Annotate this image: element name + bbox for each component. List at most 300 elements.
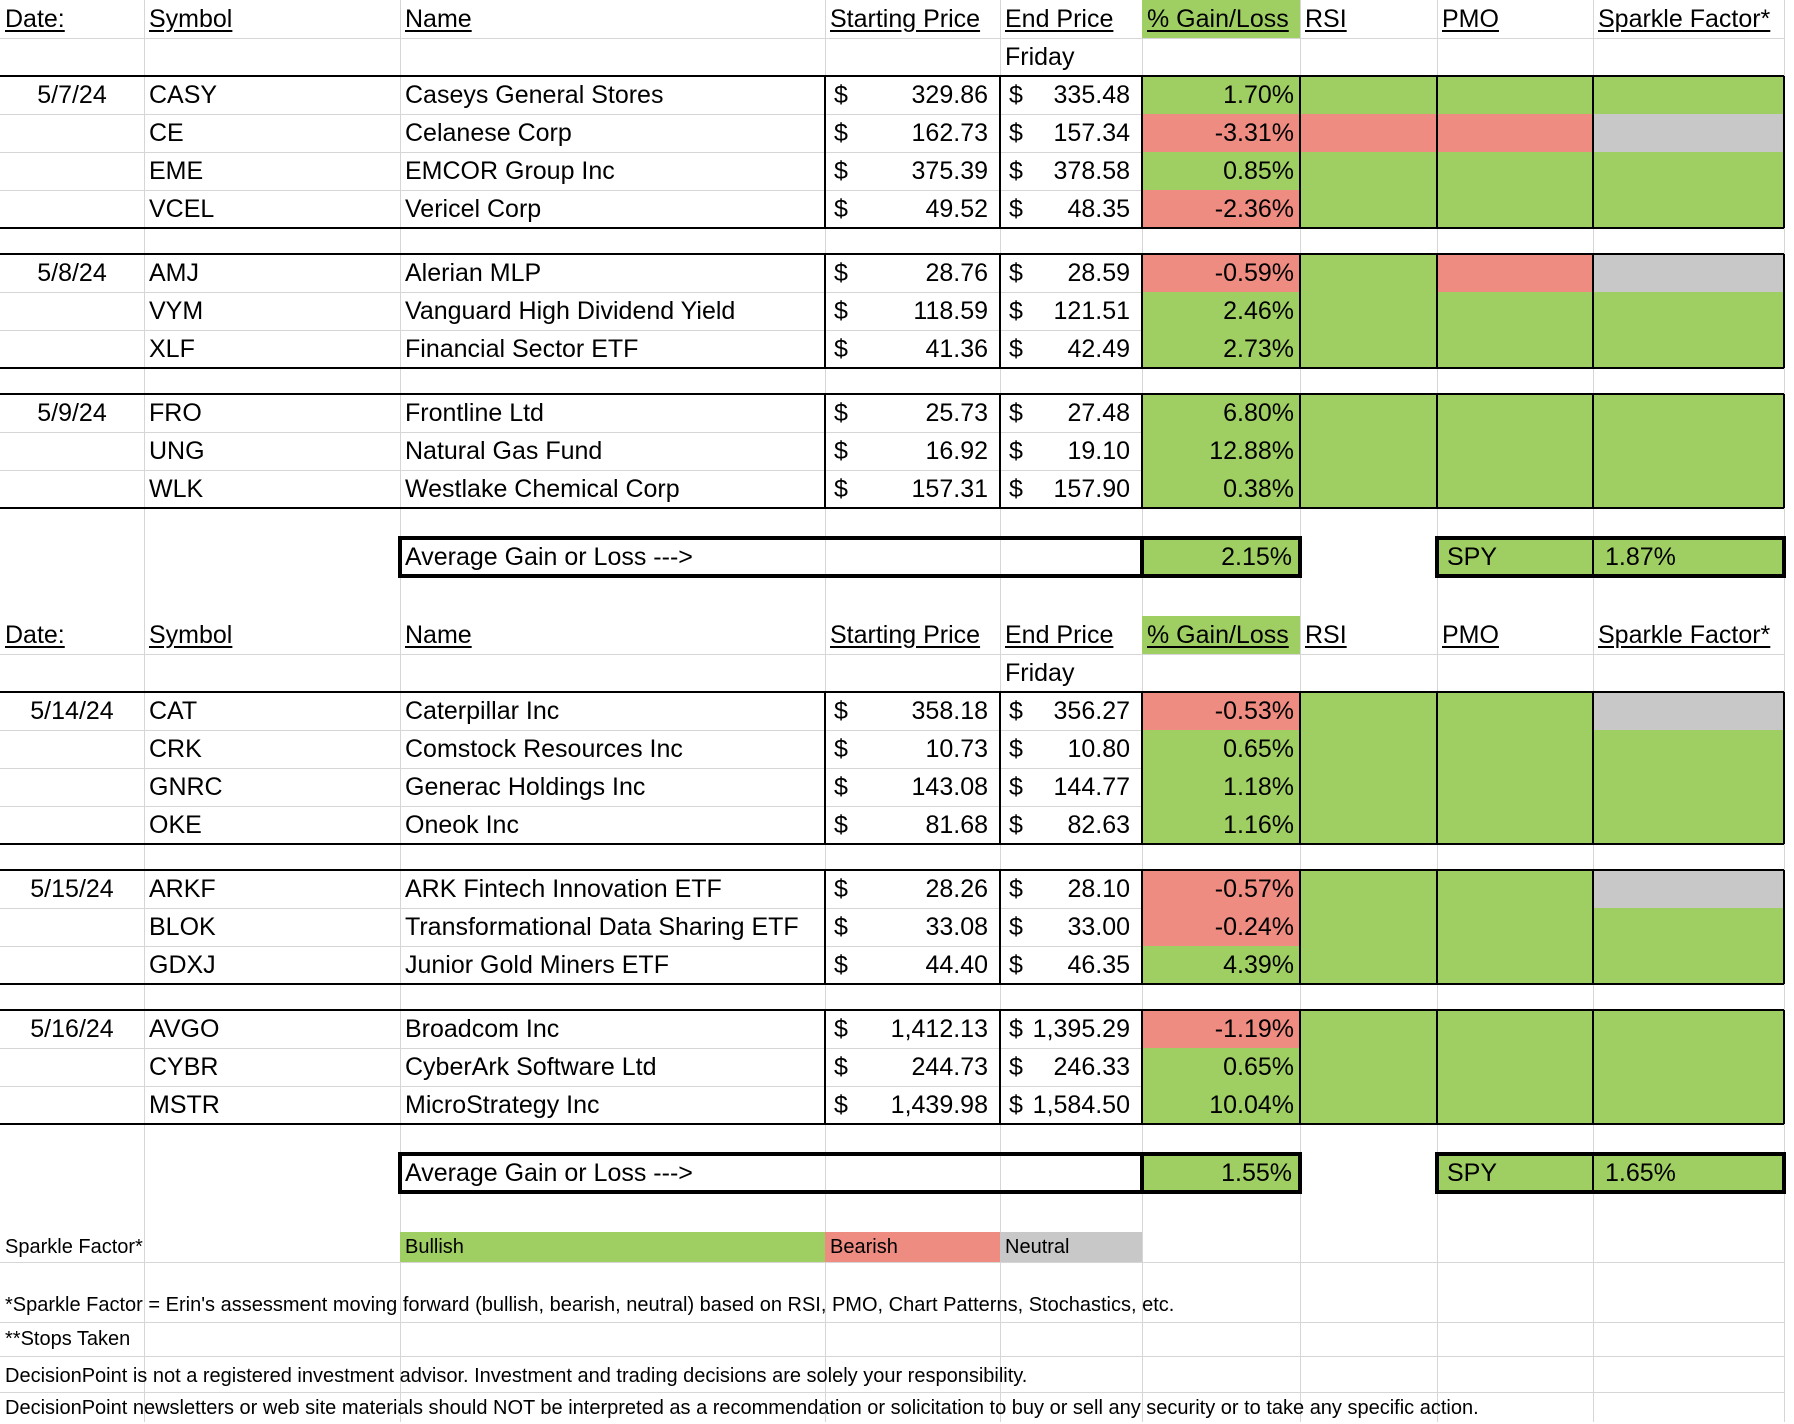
- sparkle-fill: [1593, 806, 1784, 844]
- pmo-fill: [1437, 730, 1593, 768]
- pmo-fill: [1437, 1048, 1593, 1086]
- table-border: [999, 1010, 1001, 1124]
- currency-symbol[interactable]: $: [1009, 912, 1023, 941]
- currency-symbol[interactable]: $: [1009, 874, 1023, 903]
- row-symbol[interactable]: EME: [149, 156, 204, 185]
- header-end-price-sub[interactable]: Friday: [1005, 658, 1075, 687]
- row-date[interactable]: 5/14/24: [30, 696, 114, 725]
- row-symbol[interactable]: UNG: [149, 436, 205, 465]
- sparkle-fill: [1593, 908, 1784, 946]
- row-starting-price[interactable]: 358.18: [911, 696, 988, 725]
- row-name[interactable]: Natural Gas Fund: [405, 436, 603, 465]
- table-border: [1436, 254, 1438, 368]
- row-name[interactable]: Comstock Resources Inc: [405, 734, 683, 763]
- row-starting-price[interactable]: 28.26: [925, 874, 988, 903]
- rsi-fill: [1300, 870, 1437, 908]
- row-end-price[interactable]: 246.33: [1053, 1052, 1130, 1081]
- currency-symbol[interactable]: $: [1009, 258, 1023, 287]
- row-symbol[interactable]: CASY: [149, 80, 218, 109]
- rsi-fill: [1300, 730, 1437, 768]
- pmo-fill: [1437, 692, 1593, 730]
- spy-value[interactable]: 1.65%: [1605, 1158, 1676, 1187]
- row-end-price[interactable]: 27.48: [1067, 398, 1130, 427]
- table-border: [1592, 394, 1594, 508]
- table-border: [0, 227, 1784, 229]
- legend-bullish[interactable]: Bullish: [405, 1236, 464, 1258]
- row-end-price[interactable]: 19.10: [1067, 436, 1130, 465]
- header-end-price[interactable]: End Price: [1005, 4, 1114, 33]
- spy-box: [1435, 1152, 1786, 1194]
- row-end-price[interactable]: 48.35: [1067, 194, 1130, 223]
- table-border: [0, 507, 1784, 509]
- table-border: [1592, 870, 1594, 984]
- currency-symbol[interactable]: $: [834, 80, 848, 109]
- currency-symbol[interactable]: $: [834, 334, 848, 363]
- sparkle-fill: [1593, 470, 1784, 508]
- rsi-fill: [1300, 1086, 1437, 1124]
- currency-symbol[interactable]: $: [1009, 118, 1023, 147]
- row-name[interactable]: Transformational Data Sharing ETF: [405, 912, 799, 941]
- row-name[interactable]: Celanese Corp: [405, 118, 572, 147]
- header-gain-loss[interactable]: % Gain/Loss: [1147, 4, 1289, 33]
- row-starting-price[interactable]: 81.68: [925, 810, 988, 839]
- row-starting-price[interactable]: 10.73: [925, 734, 988, 763]
- table-border: [1299, 692, 1301, 844]
- row-symbol[interactable]: BLOK: [149, 912, 216, 941]
- average-label[interactable]: Average Gain or Loss --->: [405, 1158, 693, 1187]
- header-starting-price[interactable]: Starting Price: [830, 4, 981, 33]
- spy-label[interactable]: SPY: [1447, 542, 1498, 571]
- disclaimer-2[interactable]: DecisionPoint newsletters or web site materials should NOT be interpreted as a recommendation or solicitation to buy or sell any security or to take any specific action.: [5, 1397, 1479, 1419]
- table-border: [1783, 870, 1785, 984]
- legend-neutral[interactable]: Neutral: [1005, 1236, 1070, 1258]
- average-box: [398, 1152, 1144, 1194]
- grid-line: [0, 1356, 1784, 1357]
- table-border: [1783, 76, 1785, 228]
- table-border: [0, 1009, 1784, 1011]
- row-name[interactable]: Financial Sector ETF: [405, 334, 639, 363]
- table-border: [824, 254, 826, 368]
- spy-box: [1435, 536, 1786, 578]
- currency-symbol[interactable]: $: [834, 398, 848, 427]
- row-symbol[interactable]: ARKF: [149, 874, 216, 903]
- pmo-fill: [1437, 76, 1593, 114]
- row-symbol[interactable]: CE: [149, 118, 184, 147]
- table-border: [0, 253, 1784, 255]
- row-end-price[interactable]: 157.90: [1053, 474, 1130, 503]
- row-name[interactable]: Frontline Ltd: [405, 398, 544, 427]
- grid-line: [0, 38, 1784, 39]
- sparkle-fill: [1593, 692, 1784, 730]
- header-end-price[interactable]: End Price: [1005, 620, 1114, 649]
- header-sparkle-factor[interactable]: Sparkle Factor*: [1598, 620, 1771, 649]
- row-symbol[interactable]: GNRC: [149, 772, 223, 801]
- legend-bearish[interactable]: Bearish: [830, 1236, 898, 1258]
- row-name[interactable]: Vanguard High Dividend Yield: [405, 296, 736, 325]
- row-gain-loss[interactable]: 0.65%: [1223, 734, 1294, 763]
- row-date[interactable]: 5/7/24: [37, 80, 107, 109]
- table-border: [1592, 536, 1594, 578]
- row-gain-loss[interactable]: 12.88%: [1209, 436, 1294, 465]
- table-border: [1299, 76, 1301, 228]
- row-starting-price[interactable]: 44.40: [925, 950, 988, 979]
- average-value-box: [1140, 1152, 1302, 1194]
- table-border: [0, 1123, 1784, 1125]
- row-starting-price[interactable]: 41.36: [925, 334, 988, 363]
- row-end-price[interactable]: 28.59: [1067, 258, 1130, 287]
- row-gain-loss[interactable]: 10.04%: [1209, 1090, 1294, 1119]
- row-end-price[interactable]: 46.35: [1067, 950, 1130, 979]
- pmo-fill: [1437, 946, 1593, 984]
- currency-symbol[interactable]: $: [1009, 474, 1023, 503]
- table-border: [824, 1010, 826, 1124]
- row-end-price[interactable]: 157.34: [1053, 118, 1130, 147]
- currency-symbol[interactable]: $: [834, 296, 848, 325]
- table-border: [1299, 1010, 1301, 1124]
- spy-label[interactable]: SPY: [1447, 1158, 1498, 1187]
- row-gain-loss[interactable]: 1.70%: [1223, 80, 1294, 109]
- average-box: [398, 536, 1144, 578]
- row-name[interactable]: Oneok Inc: [405, 810, 519, 839]
- sparkle-fill: [1593, 1010, 1784, 1048]
- row-end-price[interactable]: 42.49: [1067, 334, 1130, 363]
- table-border: [1141, 76, 1143, 228]
- header-symbol[interactable]: Symbol: [149, 620, 233, 649]
- currency-symbol[interactable]: $: [834, 1052, 848, 1081]
- currency-symbol[interactable]: $: [1009, 436, 1023, 465]
- row-gain-loss[interactable]: 1.16%: [1223, 810, 1294, 839]
- header-rsi[interactable]: RSI: [1305, 620, 1347, 649]
- sparkle-fill: [1593, 76, 1784, 114]
- row-gain-loss[interactable]: 0.85%: [1223, 156, 1294, 185]
- row-end-price[interactable]: 121.51: [1053, 296, 1130, 325]
- row-name[interactable]: CyberArk Software Ltd: [405, 1052, 657, 1081]
- currency-symbol[interactable]: $: [834, 696, 848, 725]
- table-border: [999, 394, 1001, 508]
- currency-symbol[interactable]: $: [1009, 772, 1023, 801]
- row-name[interactable]: ARK Fintech Innovation ETF: [405, 874, 722, 903]
- row-date[interactable]: 5/15/24: [30, 874, 114, 903]
- rsi-fill: [1300, 908, 1437, 946]
- currency-symbol[interactable]: $: [834, 258, 848, 287]
- row-name[interactable]: EMCOR Group Inc: [405, 156, 615, 185]
- pmo-fill: [1437, 470, 1593, 508]
- row-gain-loss[interactable]: -2.36%: [1214, 194, 1294, 223]
- header-name[interactable]: Name: [405, 4, 472, 33]
- row-symbol[interactable]: XLF: [149, 334, 195, 363]
- row-symbol[interactable]: OKE: [149, 810, 202, 839]
- rsi-fill: [1300, 768, 1437, 806]
- row-starting-price[interactable]: 157.31: [911, 474, 988, 503]
- sparkle-fill: [1593, 768, 1784, 806]
- row-starting-price[interactable]: 33.08: [925, 912, 988, 941]
- rsi-fill: [1300, 806, 1437, 844]
- table-border: [1141, 1010, 1143, 1124]
- rsi-fill: [1300, 1010, 1437, 1048]
- row-gain-loss[interactable]: 6.80%: [1223, 398, 1294, 427]
- row-symbol[interactable]: MSTR: [149, 1090, 220, 1119]
- spy-value[interactable]: 1.87%: [1605, 542, 1676, 571]
- table-border: [1141, 870, 1143, 984]
- row-date[interactable]: 5/9/24: [37, 398, 107, 427]
- rsi-fill: [1300, 152, 1437, 190]
- row-gain-loss[interactable]: -1.19%: [1214, 1014, 1294, 1043]
- table-border: [1592, 254, 1594, 368]
- currency-symbol[interactable]: $: [1009, 296, 1023, 325]
- currency-symbol[interactable]: $: [1009, 810, 1023, 839]
- row-name[interactable]: Vericel Corp: [405, 194, 542, 223]
- row-end-price[interactable]: 33.00: [1067, 912, 1130, 941]
- row-symbol[interactable]: AVGO: [149, 1014, 220, 1043]
- table-border: [1783, 1010, 1785, 1124]
- table-border: [0, 393, 1784, 395]
- sparkle-fill: [1593, 1086, 1784, 1124]
- header-date[interactable]: Date:: [5, 620, 65, 649]
- currency-symbol[interactable]: $: [1009, 1014, 1023, 1043]
- pmo-fill: [1437, 1086, 1593, 1124]
- row-symbol[interactable]: GDXJ: [149, 950, 216, 979]
- header-rsi[interactable]: RSI: [1305, 4, 1347, 33]
- currency-symbol[interactable]: $: [1009, 334, 1023, 363]
- disclaimer-1[interactable]: DecisionPoint is not a registered investment advisor. Investment and trading decisions are solely your responsibility.: [5, 1365, 1028, 1387]
- header-pmo[interactable]: PMO: [1442, 620, 1499, 649]
- average-value[interactable]: 1.55%: [1221, 1158, 1292, 1187]
- currency-symbol[interactable]: $: [834, 436, 848, 465]
- grid-line: [0, 1262, 1784, 1263]
- currency-symbol[interactable]: $: [834, 950, 848, 979]
- sparkle-fill: [1593, 946, 1784, 984]
- sparkle-fill: [1593, 1048, 1784, 1086]
- sparkle-fill: [1593, 292, 1784, 330]
- currency-symbol[interactable]: $: [834, 1014, 848, 1043]
- pmo-fill: [1437, 152, 1593, 190]
- legend-title[interactable]: Sparkle Factor*: [5, 1236, 143, 1258]
- table-border: [1592, 692, 1594, 844]
- table-border: [1783, 254, 1785, 368]
- currency-symbol[interactable]: $: [834, 156, 848, 185]
- row-name[interactable]: Caseys General Stores: [405, 80, 664, 109]
- currency-symbol[interactable]: $: [1009, 696, 1023, 725]
- currency-symbol[interactable]: $: [834, 194, 848, 223]
- row-symbol[interactable]: VCEL: [149, 194, 215, 223]
- row-gain-loss[interactable]: -0.24%: [1214, 912, 1294, 941]
- row-starting-price[interactable]: 1,412.13: [890, 1014, 988, 1043]
- row-gain-loss[interactable]: -3.31%: [1214, 118, 1294, 147]
- row-name[interactable]: Generac Holdings Inc: [405, 772, 646, 801]
- table-border: [1299, 394, 1301, 508]
- row-end-price[interactable]: 10.80: [1067, 734, 1130, 763]
- currency-symbol[interactable]: $: [1009, 734, 1023, 763]
- currency-symbol[interactable]: $: [834, 1090, 848, 1119]
- currency-symbol[interactable]: $: [1009, 1052, 1023, 1081]
- row-gain-loss[interactable]: 0.65%: [1223, 1052, 1294, 1081]
- table-border: [1783, 692, 1785, 844]
- row-starting-price[interactable]: 118.59: [913, 296, 988, 325]
- row-gain-loss[interactable]: -0.57%: [1214, 874, 1294, 903]
- footnote-sparkle[interactable]: *Sparkle Factor = Erin's assessment moving forward (bullish, bearish, neutral) based on RSI, PMO, Chart Patterns, Stochastics, etc.: [5, 1294, 1175, 1316]
- table-border: [1299, 254, 1301, 368]
- pmo-fill: [1437, 190, 1593, 228]
- row-starting-price[interactable]: 25.73: [925, 398, 988, 427]
- sparkle-fill: [1593, 394, 1784, 432]
- currency-symbol[interactable]: $: [834, 912, 848, 941]
- sparkle-fill: [1593, 330, 1784, 368]
- rsi-fill: [1300, 470, 1437, 508]
- currency-symbol[interactable]: $: [1009, 950, 1023, 979]
- row-symbol[interactable]: FRO: [149, 398, 202, 427]
- pmo-fill: [1437, 768, 1593, 806]
- pmo-fill: [1437, 292, 1593, 330]
- table-border: [0, 75, 1784, 77]
- rsi-fill: [1300, 114, 1437, 152]
- table-border: [999, 870, 1001, 984]
- table-border: [1141, 394, 1143, 508]
- average-value[interactable]: 2.15%: [1221, 542, 1292, 571]
- pmo-fill: [1437, 432, 1593, 470]
- row-gain-loss[interactable]: 4.39%: [1223, 950, 1294, 979]
- currency-symbol[interactable]: $: [1009, 398, 1023, 427]
- table-border: [1592, 76, 1594, 228]
- currency-symbol[interactable]: $: [834, 118, 848, 147]
- currency-symbol[interactable]: $: [834, 474, 848, 503]
- grid-line: [0, 654, 1784, 655]
- currency-symbol[interactable]: $: [834, 874, 848, 903]
- row-gain-loss[interactable]: 1.18%: [1223, 772, 1294, 801]
- header-pmo[interactable]: PMO: [1442, 4, 1499, 33]
- rsi-fill: [1300, 76, 1437, 114]
- table-border: [1436, 692, 1438, 844]
- header-starting-price[interactable]: Starting Price: [830, 620, 981, 649]
- table-border: [0, 983, 1784, 985]
- row-name[interactable]: MicroStrategy Inc: [405, 1090, 600, 1119]
- row-end-price[interactable]: 335.48: [1053, 80, 1130, 109]
- table-border: [824, 394, 826, 508]
- currency-symbol[interactable]: $: [1009, 1090, 1023, 1119]
- row-starting-price[interactable]: 28.76: [925, 258, 988, 287]
- row-gain-loss[interactable]: 0.38%: [1223, 474, 1294, 503]
- row-name[interactable]: Alerian MLP: [405, 258, 542, 287]
- row-starting-price[interactable]: 49.52: [925, 194, 988, 223]
- table-border: [1436, 870, 1438, 984]
- footnote-stops[interactable]: **Stops Taken: [5, 1328, 131, 1350]
- row-starting-price[interactable]: 1,439.98: [890, 1090, 988, 1119]
- table-border: [1436, 394, 1438, 508]
- table-border: [824, 76, 826, 228]
- row-end-price[interactable]: 378.58: [1053, 156, 1130, 185]
- rsi-fill: [1300, 190, 1437, 228]
- pmo-fill: [1437, 394, 1593, 432]
- row-starting-price[interactable]: 244.73: [911, 1052, 988, 1081]
- rsi-fill: [1300, 330, 1437, 368]
- table-border: [0, 843, 1784, 845]
- average-label[interactable]: Average Gain or Loss --->: [405, 542, 693, 571]
- row-starting-price[interactable]: 162.73: [911, 118, 988, 147]
- row-end-price[interactable]: 1,395.29: [1032, 1014, 1130, 1043]
- currency-symbol[interactable]: $: [834, 772, 848, 801]
- row-date[interactable]: 5/16/24: [30, 1014, 114, 1043]
- table-border: [824, 692, 826, 844]
- pmo-fill: [1437, 908, 1593, 946]
- sparkle-fill: [1593, 152, 1784, 190]
- table-border: [999, 254, 1001, 368]
- row-end-price[interactable]: 144.77: [1053, 772, 1130, 801]
- row-end-price[interactable]: 28.10: [1067, 874, 1130, 903]
- row-end-price[interactable]: 356.27: [1053, 696, 1130, 725]
- currency-symbol[interactable]: $: [1009, 194, 1023, 223]
- rsi-fill: [1300, 394, 1437, 432]
- row-starting-price[interactable]: 375.39: [911, 156, 988, 185]
- currency-symbol[interactable]: $: [1009, 80, 1023, 109]
- pmo-fill: [1437, 254, 1593, 292]
- row-gain-loss[interactable]: -0.59%: [1214, 258, 1294, 287]
- rsi-fill: [1300, 292, 1437, 330]
- header-date[interactable]: Date:: [5, 4, 65, 33]
- currency-symbol[interactable]: $: [834, 734, 848, 763]
- header-symbol[interactable]: Symbol: [149, 4, 233, 33]
- header-sparkle-factor[interactable]: Sparkle Factor*: [1598, 4, 1771, 33]
- row-starting-price[interactable]: 16.92: [925, 436, 988, 465]
- table-border: [1436, 76, 1438, 228]
- sparkle-fill: [1593, 190, 1784, 228]
- row-name[interactable]: Junior Gold Miners ETF: [405, 950, 669, 979]
- row-symbol[interactable]: CAT: [149, 696, 198, 725]
- row-symbol[interactable]: AMJ: [149, 258, 199, 287]
- currency-symbol[interactable]: $: [1009, 156, 1023, 185]
- row-end-price[interactable]: 82.63: [1067, 810, 1130, 839]
- row-name[interactable]: Caterpillar Inc: [405, 696, 560, 725]
- row-starting-price[interactable]: 143.08: [911, 772, 988, 801]
- sparkle-fill: [1593, 254, 1784, 292]
- sparkle-fill: [1593, 870, 1784, 908]
- row-date[interactable]: 5/8/24: [37, 258, 107, 287]
- currency-symbol[interactable]: $: [834, 810, 848, 839]
- rsi-fill: [1300, 946, 1437, 984]
- average-value-box: [1140, 536, 1302, 578]
- row-name[interactable]: Broadcom Inc: [405, 1014, 560, 1043]
- row-gain-loss[interactable]: -0.53%: [1214, 696, 1294, 725]
- header-end-price-sub[interactable]: Friday: [1005, 42, 1075, 71]
- row-symbol[interactable]: VYM: [149, 296, 204, 325]
- sparkle-fill: [1593, 730, 1784, 768]
- table-border: [1141, 254, 1143, 368]
- row-end-price[interactable]: 1,584.50: [1032, 1090, 1130, 1119]
- table-border: [1592, 1010, 1594, 1124]
- row-gain-loss[interactable]: 2.46%: [1223, 296, 1294, 325]
- rsi-fill: [1300, 692, 1437, 730]
- header-name[interactable]: Name: [405, 620, 472, 649]
- rsi-fill: [1300, 254, 1437, 292]
- row-gain-loss[interactable]: 2.73%: [1223, 334, 1294, 363]
- header-gain-loss[interactable]: % Gain/Loss: [1147, 620, 1289, 649]
- table-border: [999, 692, 1001, 844]
- pmo-fill: [1437, 1010, 1593, 1048]
- rsi-fill: [1300, 432, 1437, 470]
- pmo-fill: [1437, 806, 1593, 844]
- table-border: [1783, 394, 1785, 508]
- table-border: [1141, 692, 1143, 844]
- row-symbol[interactable]: CYBR: [149, 1052, 219, 1081]
- table-border: [0, 869, 1784, 871]
- row-symbol[interactable]: CRK: [149, 734, 202, 763]
- rsi-fill: [1300, 1048, 1437, 1086]
- row-symbol[interactable]: WLK: [149, 474, 204, 503]
- table-border: [1299, 870, 1301, 984]
- row-starting-price[interactable]: 329.86: [911, 80, 988, 109]
- sparkle-fill: [1593, 114, 1784, 152]
- pmo-fill: [1437, 330, 1593, 368]
- row-name[interactable]: Westlake Chemical Corp: [405, 474, 680, 503]
- sparkle-fill: [1593, 432, 1784, 470]
